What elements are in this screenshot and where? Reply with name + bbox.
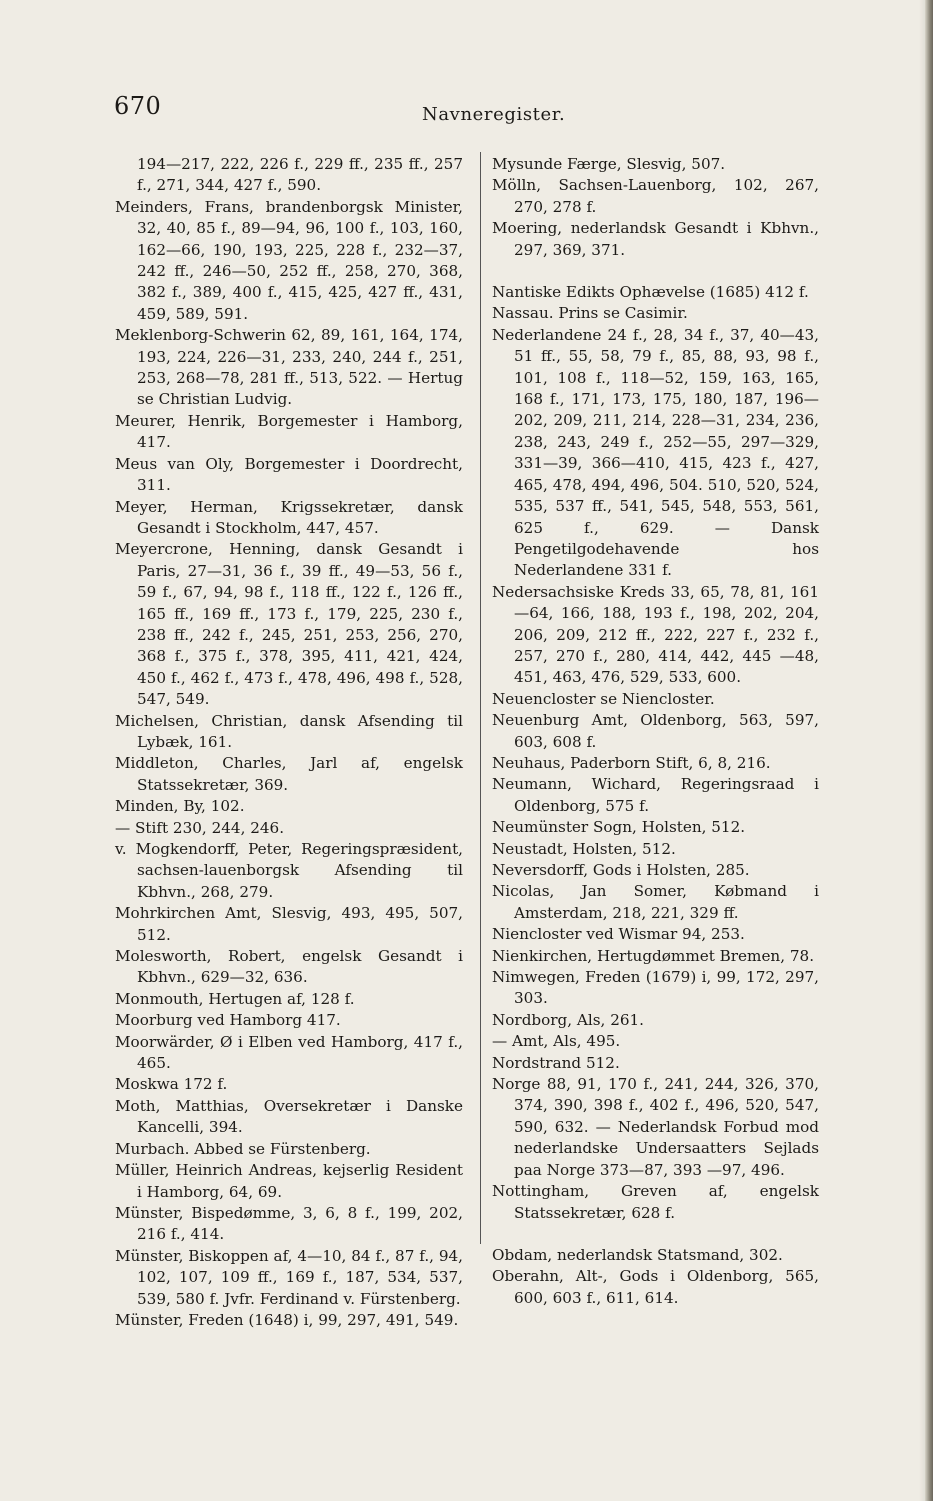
index-entry: Meurer, Henrik, Borgemester i Hamborg, 417.: [115, 411, 463, 452]
index-entry: Meinders, Frans, brandenborgsk Minister, 32, 40, 85 f., 89—94, 96, 100 f., 103, 160, 162—66, 190, 193, 225, 228 f., 232—37, 242 ff., 246—50, 252 ff., 258, 270, 368, 382 f., 389, 400 f., 415, 425, 427 ff., 431, 459, 589, 591.: [115, 197, 463, 323]
index-entry: Nicolas, Jan Somer, Købmand i Amsterdam, 218, 221, 329 ff.: [492, 882, 819, 922]
index-entry: Nimwegen, Freden (1679) i, 99, 172, 297, 303.: [492, 968, 819, 1008]
index-entry: Nordborg, Als, 261.: [492, 1010, 645, 1029]
index-entry: Münster, Biskoppen af, 4—10, 84 f., 87 f., 94, 102, 107, 109 ff., 169 f., 187, 534, 537, 539, 580 f. Jvfr. Ferdinand v. Fürstenberg.: [115, 1246, 463, 1308]
column-divider-rule: [480, 152, 481, 1244]
index-entry: Nottingham, Greven af, engelsk Statssekretær, 628 f.: [492, 1182, 819, 1222]
index-entry: Nederlandene 24 f., 28, 34 f., 37, 40—43, 51 ff., 55, 58, 79 f., 85, 88, 93, 98 f., 101, 108 f., 118—52, 159, 163, 165, 168 f., 171, 173, 175, 180, 187, 196—202, 209, 211, 214, 228—31, 234, 236, 238, 243, 249 f., 252—55, 297—329, 331—39, 366—410, 415, 423 f., 427, 465, 478, 494, 496, 504. 510, 520, 524, 535, 537 ff., 541, 545, 548, 553, 561, 625 f., 629. — Dansk Pengetilgodehavende hos Nederlandene 331 f.: [492, 325, 819, 580]
index-entry: Middleton, Charles, Jarl af, engelsk Statssekretær, 369.: [115, 754, 463, 794]
index-entry: Obdam, nederlandsk Statsmand, 302.: [492, 1245, 783, 1264]
index-entry: Minden, By, 102.: [115, 797, 245, 816]
index-entry: Mölln, Sachsen-Lauenborg, 102, 267, 270, 278 f.: [492, 176, 819, 216]
index-entry: Murbach. Abbed se Fürstenberg.: [115, 1139, 371, 1158]
index-column-left: [115, 154, 463, 1331]
index-entry: Neuhaus, Paderborn Stift, 6, 8, 216.: [492, 753, 771, 772]
index-entry: Moering, nederlandsk Gesandt i Kbhvn., 297, 369, 371.: [492, 219, 819, 259]
index-entry: Meyercrone, Henning, dansk Gesandt i Paris, 27—31, 36 f., 39 ff., 49—53, 56 f., 59 f., 67, 94, 98 f., 118 ff., 122 f., 126 ff., 165 ff., 169 ff., 173 f., 179, 225, 230 f., 238 ff., 242 f., 245, 251, 253, 256, 270, 368 f., 375 f., 378, 395, 411, 421, 424, 450 f., 462 f., 473 f., 478, 496, 498 f., 528, 547, 549.: [115, 540, 463, 709]
section-gap: [492, 261, 819, 282]
index-entry: Meus van Oly, Borgemester i Doordrecht, 311.: [115, 454, 463, 495]
index-entry: Müller, Heinrich Andreas, kejserlig Resident i Hamborg, 64, 69.: [115, 1161, 463, 1201]
index-entry: Meklenborg-Schwerin 62, 89, 161, 164, 174, 193, 224, 226—31, 233, 240, 244 f., 251, 253, 268—78, 281 ff., 513, 522. — Hertug se Christian Ludvig.: [115, 326, 463, 409]
running-head: Navneregister.: [422, 104, 566, 125]
index-entry: Molesworth, Robert, engelsk Gesandt i Kbhvn., 629—32, 636.: [115, 947, 463, 987]
page-number: 670: [114, 92, 162, 120]
index-entry: Mysunde Færge, Slesvig, 507.: [492, 155, 726, 173]
index-entry: Neumünster Sogn, Holsten, 512.: [492, 818, 746, 837]
index-entry: Mohrkirchen Amt, Slesvig, 493, 495, 507, 512.: [115, 904, 463, 944]
index-entry: v. Mogkendorff, Peter, Regeringspræsident, sachsen-lauenborgsk Afsending til Kbhvn., 268, 279.: [115, 840, 463, 901]
index-entry: Michelsen, Christian, dansk Afsending til Lybæk, 161.: [115, 711, 463, 751]
index-entry: Oberahn, Alt-, Gods i Oldenborg, 565, 600, 603 f., 611, 614.: [492, 1267, 819, 1307]
index-entry: Nordstrand 512.: [492, 1053, 620, 1072]
index-entry: Neuenburg Amt, Oldenborg, 563, 597, 603, 608 f.: [492, 711, 819, 751]
index-entry: Niencloster ved Wismar 94, 253.: [492, 925, 745, 944]
index-entry: Münster, Bispedømme, 3, 6, 8 f., 199, 202, 216 f., 414.: [115, 1203, 463, 1244]
index-entry: Meyer, Herman, Krigssekretær, dansk Gesandt i Stockholm, 447, 457.: [115, 497, 463, 537]
index-entry: Moth, Matthias, Oversekretær i Danske Kancelli, 394.: [115, 1096, 463, 1137]
index-entry: Neuencloster se Niencloster.: [492, 689, 715, 708]
index-entry: Neumann, Wichard, Regeringsraad i Oldenborg, 575 f.: [492, 775, 819, 815]
index-entry: Moorburg ved Hamborg 417.: [115, 1011, 341, 1030]
index-entry: Nienkirchen, Hertugdømmet Bremen, 78.: [492, 946, 815, 965]
index-entry: Nedersachsiske Kreds 33, 65, 78, 81, 161—64, 166, 188, 193 f., 198, 202, 204, 206, 209, 212 ff., 222, 227 f., 232 f., 257, 270 f., 280, 414, 442, 445 —48, 451, 463, 476, 529, 533, 600.: [492, 582, 819, 687]
index-entry: Münster, Freden (1648) i, 99, 297, 491, 549.: [115, 1310, 459, 1329]
index-column-right: [492, 154, 819, 1309]
index-entry: Monmouth, Hertugen af, 128 f.: [115, 989, 355, 1008]
book-edge: [925, 0, 933, 1501]
index-entry: Moskwa 172 f.: [115, 1075, 228, 1094]
index-entry: Moorwärder, Ø i Elben ved Hamborg, 417 f., 465.: [115, 1032, 463, 1073]
section-gap: [492, 1224, 819, 1245]
index-entry: Norge 88, 91, 170 f., 241, 244, 326, 370, 374, 390, 398 f., 402 f., 496, 520, 547, 590, 632. — Nederlandsk Forbud mod nederlandske Undersaatters Sejlads paa Norge 373—87, 393 —97, 496.: [492, 1075, 819, 1179]
index-entry: — Amt, Als, 495.: [492, 1032, 621, 1051]
index-entry: Neustadt, Holsten, 512.: [492, 839, 676, 858]
index-entry: Nantiske Edikts Ophævelse (1685) 412 f.: [492, 283, 809, 302]
index-entry: 194—217, 222, 226 f., 229 ff., 235 ff., 257 f., 271, 344, 427 f., 590.: [137, 155, 463, 195]
index-entry: Nassau. Prins se Casimir.: [492, 304, 688, 323]
index-entry: — Stift 230, 244, 246.: [115, 818, 285, 837]
index-entry: Neversdorff, Gods i Holsten, 285.: [492, 861, 750, 879]
